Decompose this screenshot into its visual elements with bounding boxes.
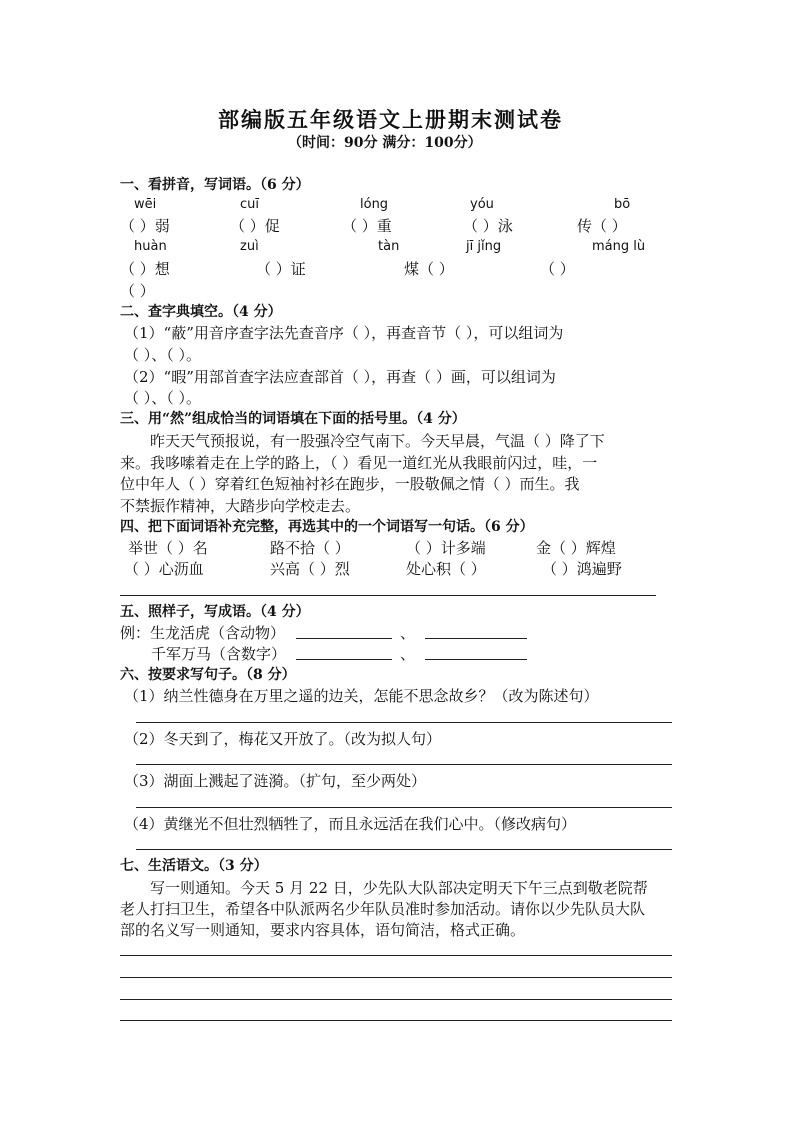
idiom-example-2: 千军万马（含数字）	[151, 645, 287, 663]
idiom-1: 举世（ ）名	[128, 539, 208, 557]
sentence-q1: （1）纳兰性德身在万里之遥的边关，怎能不思念故乡？（改为陈述句）	[124, 687, 599, 705]
idiom-5: （ ）心沥血	[124, 560, 204, 578]
exam-time-score: （时间：90分 满分：100分）	[288, 135, 482, 151]
dictionary-q1-line2: （ ）、（ ）。	[124, 346, 202, 364]
section-1-heading: 一、看拼音，写词语。（6 分）	[120, 177, 310, 193]
word-blank-2: （ ）促	[230, 217, 280, 235]
word-blank-6: （ ）想	[120, 260, 170, 278]
dictionary-q2-line2: （ ）、（ ）。	[124, 389, 202, 407]
passage-line-2: 来。我哆嗦着走在上学的路上，（ ）看见一道红光从我眼前闪过，哇，一	[120, 454, 598, 472]
pinyin-10: máng lù	[592, 239, 646, 254]
answer-line-6b	[136, 764, 672, 765]
word-blank-8: 煤（ ）	[404, 260, 454, 278]
answer-line-7c	[120, 999, 672, 1000]
idiom-example-1: 例：生龙活虎（含动物）	[120, 624, 286, 642]
section-2-heading: 二、查字典填空。（4 分）	[120, 304, 282, 320]
sentence-q4: （4）黄继光不但壮烈牺牲了，而且永远活在我们心中。（修改病句）	[124, 815, 577, 833]
passage-line-1: 昨天天气预报说，有一股强冷空气南下。今天早晨，气温（ ）降了下	[150, 432, 605, 450]
passage-line-4: 不禁振作精神，大踏步向学校走去。	[120, 497, 361, 515]
pinyin-1: wēi	[134, 197, 157, 212]
answer-line-5c	[296, 659, 392, 660]
idiom-7: 处心积（ ）	[406, 560, 486, 578]
answer-line-s4	[120, 595, 656, 596]
answer-line-5b	[425, 638, 527, 639]
separator-2: 、	[400, 645, 416, 663]
word-blank-9: （ ）	[540, 260, 575, 278]
idiom-2: 路不拾（ ）	[270, 539, 350, 557]
word-blank-7: （ ）证	[256, 260, 306, 278]
page-title: 部编版五年级语文上册期末测试卷	[218, 107, 563, 132]
answer-line-5d	[425, 659, 527, 660]
answer-line-7b	[120, 977, 672, 978]
passage-line-3: 位中年人（ ）穿着红色短袖衬衫在跑步，一股敬佩之情（ ）而生。我	[120, 475, 580, 493]
idiom-4: 金（ ）辉煌	[536, 539, 616, 557]
idiom-6: 兴高（ ）烈	[270, 560, 350, 578]
answer-line-5a	[296, 638, 392, 639]
pinyin-8: tàn	[378, 239, 400, 254]
section-3-heading: 三、用“然”组成恰当的词语填在下面的括号里。（4 分）	[120, 411, 466, 427]
pinyin-3: lóng	[360, 197, 389, 212]
answer-line-6d	[136, 849, 672, 850]
notice-prompt-line1: 写一则通知。今天 5 月 22 日，少先队大队部决定明天下午三点到敬老院帮	[150, 879, 648, 897]
idiom-3: （ ）计多端	[406, 539, 486, 557]
answer-line-7d	[120, 1020, 672, 1021]
word-blank-1: （ ）弱	[120, 217, 170, 235]
dictionary-q1-line1: （1）“蔽”用音序查字法先查音序（ ），再查音节（ ），可以组词为	[124, 324, 564, 342]
section-5-heading: 五、照样子，写成语。（4 分）	[120, 604, 310, 620]
notice-prompt-line3: 部的名义写一则通知，要求内容具体，语句简洁，格式正确。	[120, 921, 526, 939]
word-blank-4: （ ）泳	[463, 217, 513, 235]
pinyin-5: bō	[614, 197, 631, 212]
sentence-q2: （2）冬天到了，梅花又开放了。（改为拟人句）	[124, 730, 442, 748]
section-4-heading: 四、把下面词语补充完整，再选其中的一个词语写一句话。（6 分）	[120, 519, 534, 535]
word-blank-5: 传（ ）	[577, 217, 627, 235]
pinyin-6: huàn	[134, 239, 167, 254]
dictionary-q2-line1: （2）“暇”用部首查字法应查部首（ ），再查（ ）画，可以组词为	[124, 368, 556, 386]
word-blank-10: （ ）	[120, 282, 155, 300]
answer-line-7a	[120, 955, 672, 956]
sentence-q3: （3）湖面上溅起了涟漪。（扩句，至少两处）	[124, 772, 427, 790]
pinyin-2: cuī	[240, 197, 259, 212]
idiom-8: （ ）鸿遍野	[542, 560, 622, 578]
word-blank-3: （ ）重	[342, 217, 392, 235]
separator-1: 、	[400, 624, 416, 642]
answer-line-6c	[136, 807, 672, 808]
pinyin-4: yóu	[470, 197, 494, 212]
section-6-heading: 六、按要求写句子。（8 分）	[120, 667, 296, 683]
notice-prompt-line2: 老人打扫卫生，希望各中队派两名少年队员准时参加活动。请你以少先队员大队	[120, 900, 646, 918]
pinyin-9: jī jǐng	[466, 239, 502, 254]
pinyin-7: zuì	[240, 239, 259, 254]
section-7-heading: 七、生活语文。（3 分）	[120, 858, 268, 874]
answer-line-6a	[136, 722, 672, 723]
